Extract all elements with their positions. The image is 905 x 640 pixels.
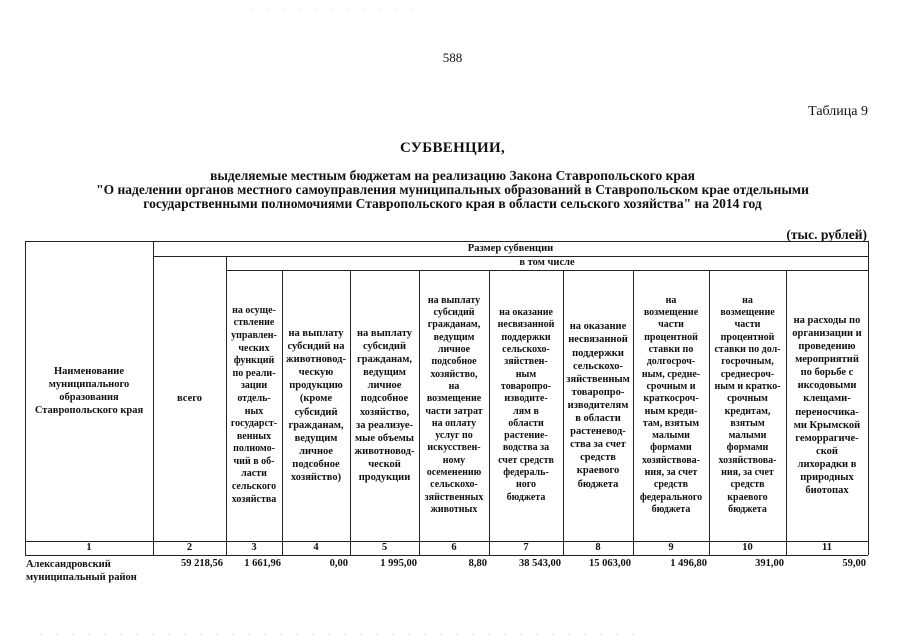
row-value-total: 59 218,56 [181, 558, 223, 569]
col-number-4: 4 [313, 542, 319, 553]
subtitle-line-3: государственными полномочиями Ставропольского края в области сельского хозяйства" на 2014 год [143, 196, 762, 211]
table-label: Таблица 9 [808, 104, 868, 119]
scan-artifact-top: . . . . . . . . . . . [250, 2, 418, 11]
col-number-2: 2 [186, 542, 193, 553]
subgroup-header-including: в том числе [519, 257, 575, 269]
col-header-crop-support-federal: на оказание несвязанной поддержки сельскохо- зяйствен- ным товаропро- изводите- лям в области растение- водства за счет средств федераль- ного бюджета [497, 307, 555, 503]
col-number-6: 6 [451, 542, 457, 553]
row-municipality-name: Александровский муниципальный район [26, 559, 137, 583]
row-value-col10: 391,00 [755, 558, 784, 569]
col-number-9: 9 [668, 542, 674, 553]
row-value-col7: 38 543,00 [519, 558, 561, 569]
document-title: СУБВЕНЦИИ, [400, 140, 505, 156]
col-number-8: 8 [595, 542, 601, 553]
col-number-7: 7 [523, 542, 529, 553]
row-value-col6: 8,80 [468, 558, 487, 569]
col-number-10: 10 [742, 542, 753, 553]
col-header-household-livestock-sales: на выплату субсидий гражданам, ведущим личное подсобное хозяйство, за реализуе- мые объемы животновод- ческой продукции [354, 327, 415, 483]
number-row-divider [25, 555, 868, 556]
col-header-livestock-subsidies: на выплату субсидий на животновод- ческую продукцию (кроме субсидий гражданам, ведущим личное подсобное хозяйство) [286, 327, 346, 483]
row-value-col3: 1 661,96 [244, 558, 281, 569]
scan-artifact-bottom: . . . . . . . . . . . . . . . . . . . . . . . . . . . . . . . . . . . . . . [40, 628, 640, 637]
col-header-municipality: Наименование муниципального образования Ставропольского края [34, 365, 144, 417]
col-number-5: 5 [381, 542, 388, 553]
row-value-col9: 1 496,80 [670, 558, 707, 569]
col-header-interest-regional: на возмещение части процентной ставки по дол- госрочным, среднесроч- ным и кратко- срочным кредитам, взятым малыми формами хозяйствова- ния, за счет средств краевого бюджета [714, 294, 781, 515]
subtitle-line-2: "О наделении органов местного самоуправления муниципальных образований в Ставропольском крае отдельными [96, 182, 809, 197]
col-header-artificial-insemination: на выплату субсидий гражданам, ведущим личное подсобное хозяйство, на возмещение части затрат на оплату услуг по искусствен- ному осеменению сельскохо- зяйственных животных [424, 294, 484, 515]
subtitle-line-1: выделяемые местным бюджетам на реализацию Закона Ставропольского края [210, 168, 695, 183]
units-label: (тыс. рублей) [786, 227, 867, 242]
col-header-tick-control: на расходы по организации и проведению мероприятий по борьбе с иксодовыми клещами- переносчика- ми Крымской геморрагиче- ской лихорадки в природных биотопах [792, 314, 862, 497]
row-value-col4: 0,00 [329, 558, 348, 569]
group-header-subsidy-size: Размер субвенции [467, 242, 554, 254]
page-number: 588 [442, 50, 463, 65]
col-number-3: 3 [251, 542, 257, 553]
col-header-crop-support-regional: на оказание несвязанной поддержки сельскохо- зяйственным товаропро- изводителям в области растеневод- ства за счет средств краевого бюджета [566, 321, 630, 490]
col-header-total: всего [176, 392, 202, 404]
col-number-1: 1 [86, 542, 92, 553]
row-value-col5: 1 995,00 [380, 558, 417, 569]
row-value-col8: 15 063,00 [589, 558, 631, 569]
table-right-border [868, 241, 869, 555]
col-number-11: 11 [822, 542, 832, 553]
col-header-management-functions: на осуще- ствление управлен- ческих функций по реали- зации отдель- ных государст- венных полномо- чий в об- ласти сельского хозяйства [230, 304, 278, 505]
row-value-col11: 59,00 [842, 558, 866, 569]
col-header-interest-federal: на возмещение части процентной ставки по долгосроч- ным, средне- срочным и краткосроч- ным креди- там, взятым малыми формами хозяйствова- ния, за счет средств федерального бюджета [639, 294, 703, 515]
